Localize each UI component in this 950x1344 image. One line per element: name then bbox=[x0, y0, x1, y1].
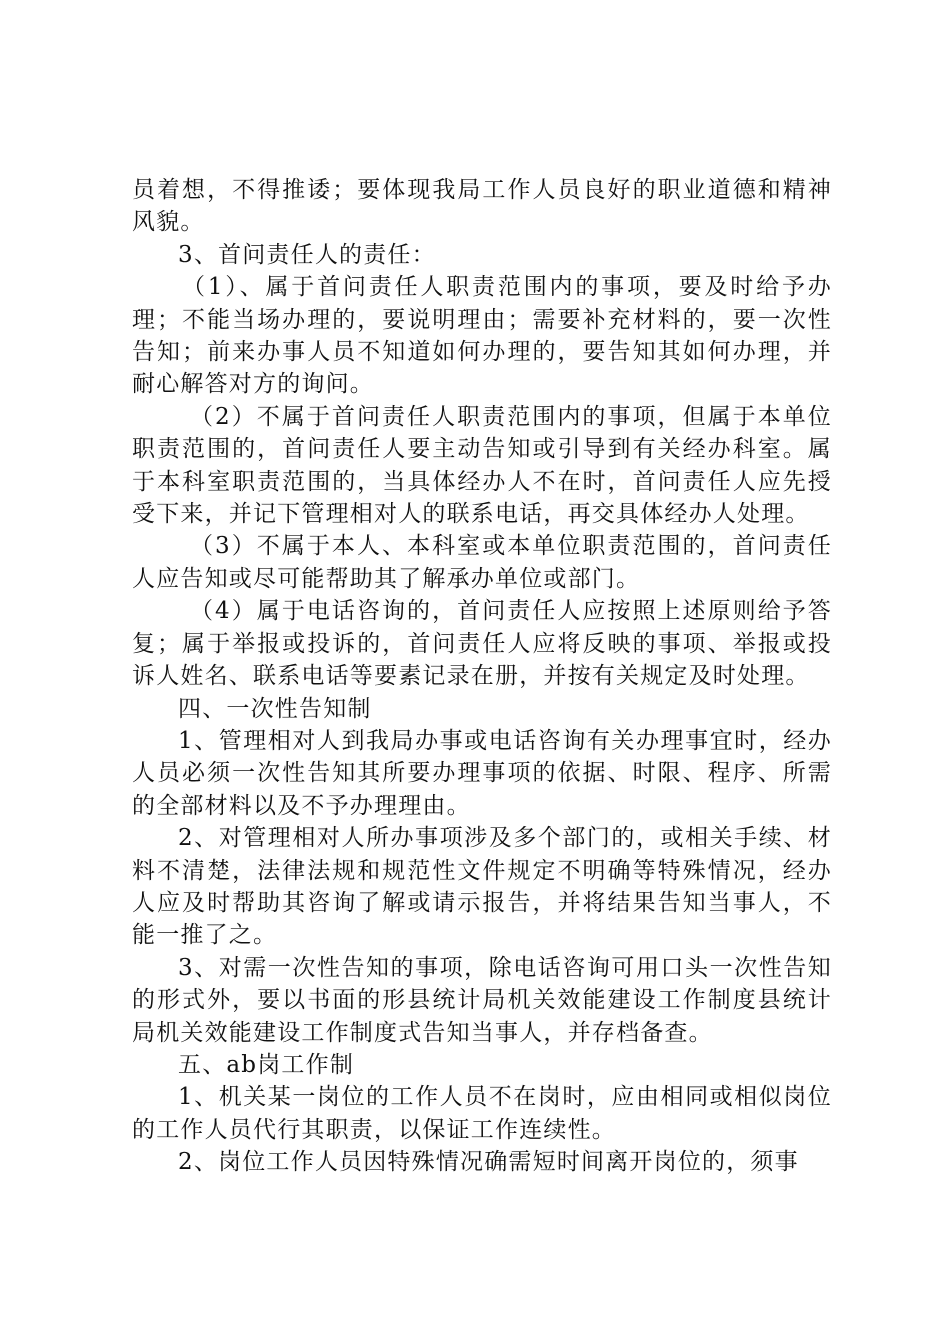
document-body bbox=[132, 174, 832, 1179]
paragraph-item: 3、对需一次性告知的事项，除电话咨询可用口头一次性告知的形式外，要以书面的形县统计局机关效能建设工作制度县统计局机关效能建设工作制度式告知当事人，并存档备查。 bbox=[132, 954, 832, 1046]
paragraph-sub-item: （2）不属于首问责任人职责范围内的事项，但属于本单位职责范围的，首问责任人要主动告知或引导到有关经办科室。属于本科室职责范围的，当具体经办人不在时，首问责任人应先授受下来，并记下管理相对人的联系电话，再交具体经办人处理。 bbox=[132, 403, 832, 528]
paragraph-sub-item: （1）、属于首问责任人职责范围内的事项，要及时给予办理；不能当场办理的，要说明理由；需要补充材料的，要一次性告知；前来办事人员不知道如何办理的，要告知其如何办理，并耐心解答对方的询问。 bbox=[132, 274, 832, 398]
section-heading: 五、ab岗工作制 bbox=[178, 1051, 355, 1078]
paragraph-sub-item: （4）属于电话咨询的，首问责任人应按照上述原则给予答复；属于举报或投诉的，首问责任人应将反映的事项、举报或投诉人姓名、联系电话等要素记录在册，并按有关规定及时处理。 bbox=[132, 598, 832, 690]
paragraph-item: 2、岗位工作人员因特殊情况确需短时间离开岗位的，须事 bbox=[178, 1149, 799, 1176]
paragraph-item: 1、机关某一岗位的工作人员不在岗时，应由相同或相似岗位的工作人员代行其职责，以保证工作连续性。 bbox=[132, 1084, 832, 1143]
paragraph-item: 1、管理相对人到我局办事或电话咨询有关办理事宜时，经办人员必须一次性告知其所要办理事项的依据、时限、程序、所需的全部材料以及不予办理理由。 bbox=[132, 727, 832, 819]
paragraph-item-heading: 3、首问责任人的责任： bbox=[178, 241, 436, 268]
section-heading: 四、一次性告知制 bbox=[178, 695, 372, 722]
paragraph-continuation: 员着想，不得推诿；要体现我局工作人员良好的职业道德和精神风貌。 bbox=[132, 177, 832, 236]
paragraph-sub-item: （3）不属于本人、本科室或本单位职责范围的，首问责任人应告知或尽可能帮助其了解承办单位或部门。 bbox=[132, 533, 832, 592]
paragraph-item: 2、对管理相对人所办事项涉及多个部门的，或相关手续、材料不清楚，法律法规和规范性文件规定不明确等特殊情况，经办人应及时帮助其咨询了解或请示报告，并将结果告知当事人，不能一推了之。 bbox=[132, 825, 832, 949]
